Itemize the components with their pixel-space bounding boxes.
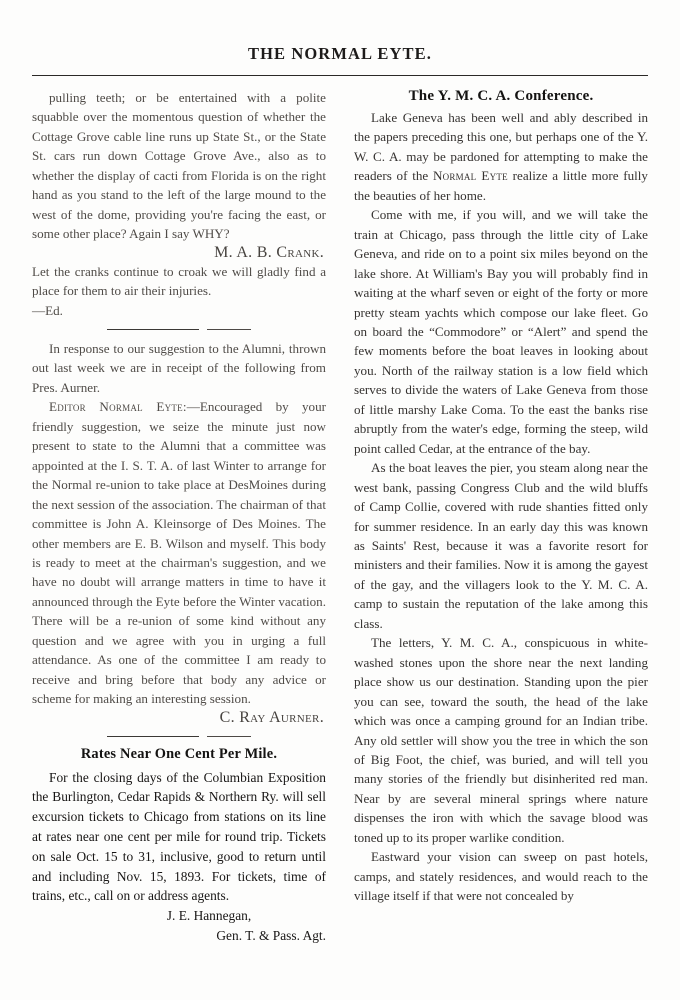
ymca-paragraph-3: As the boat leaves the pier, you steam along near the west bank, passing Congress Club and the wild bluffs of Camp Collie, covered with rude shanties fitted only for summer residence. In an early day this was known as Saints' Rest, because it was a favorite resort for ministers and their families. Now it is among the gayest of the gay, and the villagers look to the Y. M. C. A. camp to sustain the reputation of the lake among this class. (354, 460, 648, 631)
ymca-article-heading: The Y. M. C. A. Conference. (408, 88, 594, 104)
page-title: THE NORMAL EYTE. (247, 44, 432, 63)
crank-letter-signature: M. A. B. Crank. (214, 243, 324, 261)
editor-reply-signature: —Ed. (32, 302, 63, 318)
left-column (32, 88, 326, 946)
ymca-p1-part-b: realize a little more fully the beauties of her home. (354, 168, 648, 203)
rates-article-body: For the closing days of the Columbian Exposition the Burlington, Cedar Rapids & Northern Ry. will sell excursion tickets to Chicago from stations on its line at rates near one cent per mile for round trip. Tickets on sale Oct. 15 to 31, inclusive, good to return until and including Nov. 15, 1893. For tickets, time of trains, etc., call on or address agents. (32, 769, 326, 904)
section-divider-1 (107, 329, 251, 330)
divider-segment-right (207, 329, 251, 330)
ymca-p1-smallcaps: Normal Eyte (432, 168, 508, 184)
right-column (354, 88, 648, 946)
ymca-paragraph-2: Come with me, if you will, and we will take the train at Chicago, pass through the little city of Lake Geneva, and ride on to a point six miles beyond on the lake shore. At William's Bay you will probably find in waiting at the wharf seven or eight of the forty or more pretty steam yachts which compose our lake fleet. Go on board the “Commodore” or “Alert” and spend the few moments before the boat leaves in looking about you. North of the railway station is a low field which serves to divide the waters of Lake Geneva from those of little marshy Lake Coma. To the east the banks rise abruptly from the water's edge, forming the steep, wild point called Cedar, at the entrance of the bay. (354, 207, 648, 456)
divider-segment-left (107, 329, 199, 330)
masthead-rule (32, 75, 648, 76)
divider-segment-right (207, 736, 251, 737)
section-divider-2 (107, 736, 251, 737)
editor-reply-text: Let the cranks continue to croak we will gladly find a place for them to air their injuries. (32, 263, 326, 299)
aurner-letter-text: —Encouraged by your friendly suggestion, we seize the minute just now present to state to the Alumni that a committee was appointed at the I. S. T. A. of last Winter to arrange for the Normal re-union to take place at DesMoines during the next session of the association. The chairman of that committee is John A. Kleinsorge of Des Moines. The other members are E. B. Wilson and myself. This body is ready to meet at the chairman's suggestion, and we have no doubt will arrange matters in time to have it announced through the Eyte before the Winter vacation. There will be a re-union of some kind without any question and we agree with you in urging a full attendance. As one of the committee I am ready to receive and bring before that body any advice or scheme for making an interesting session. (32, 399, 327, 707)
ymca-p1-part-a: Lake Geneva has been well and ably described in the papers preceding this one, but perhaps one of the Y. W. C. A. may be pardoned for attempting to make the readers of the (354, 110, 648, 184)
ymca-paragraph-4: The letters, Y. M. C. A., conspicuous in white-washed stones upon the shore near the next landing place show us our destination. Standing upon the pier you can see, toward the south, the head of the lake which was once a camping ground for an Indian tribe. Any old settler will show you the tree in which the son of Big Foot, the chief, was buried, and will tell you many stories of the friendly but disinherited red man. Near by are several mineral springs where nature dispenses the iron with which the savage blood was toned up to its proper warlike condition. (354, 635, 648, 845)
ymca-paragraph-5: Eastward your vision can sweep on past hotels, camps, and stately residences, and would reach to the village itself if that were not concealed by (354, 849, 648, 904)
ymca-paragraph-1 (354, 108, 648, 205)
crank-letter-body: pulling teeth; or be entertained with a polite squabble over the momentous question of whether the Cottage Grove cable line runs up State St., or the State St. cars run down Cottage Grove Ave., also as to whether the display of cacti from Florida is on the right hand as you stand to the left of the large mound to the west of the dome, providing you're facing the east, or some other place? Again I say WHY? (32, 90, 326, 242)
two-column-body (0, 88, 680, 946)
rates-signature-title: Gen. T. & Pass. Agt. (216, 927, 326, 943)
aurner-letter-salutation: Editor Normal Eyte: (49, 399, 187, 415)
alumni-intro-paragraph: In response to our suggestion to the Alumni, thrown out last week we are in receipt of the following from Pres. Aurner. (32, 340, 326, 395)
rates-article-heading: Rates Near One Cent Per Mile. (80, 745, 278, 762)
editor-reply-body (32, 262, 326, 301)
aurner-letter-signature: C. Ray Aurner. (219, 708, 324, 726)
rates-signature-name: J. E. Hannegan, (166, 908, 252, 924)
rates-article (32, 746, 326, 946)
aurner-letter-body (32, 397, 326, 708)
divider-segment-left (107, 736, 199, 737)
